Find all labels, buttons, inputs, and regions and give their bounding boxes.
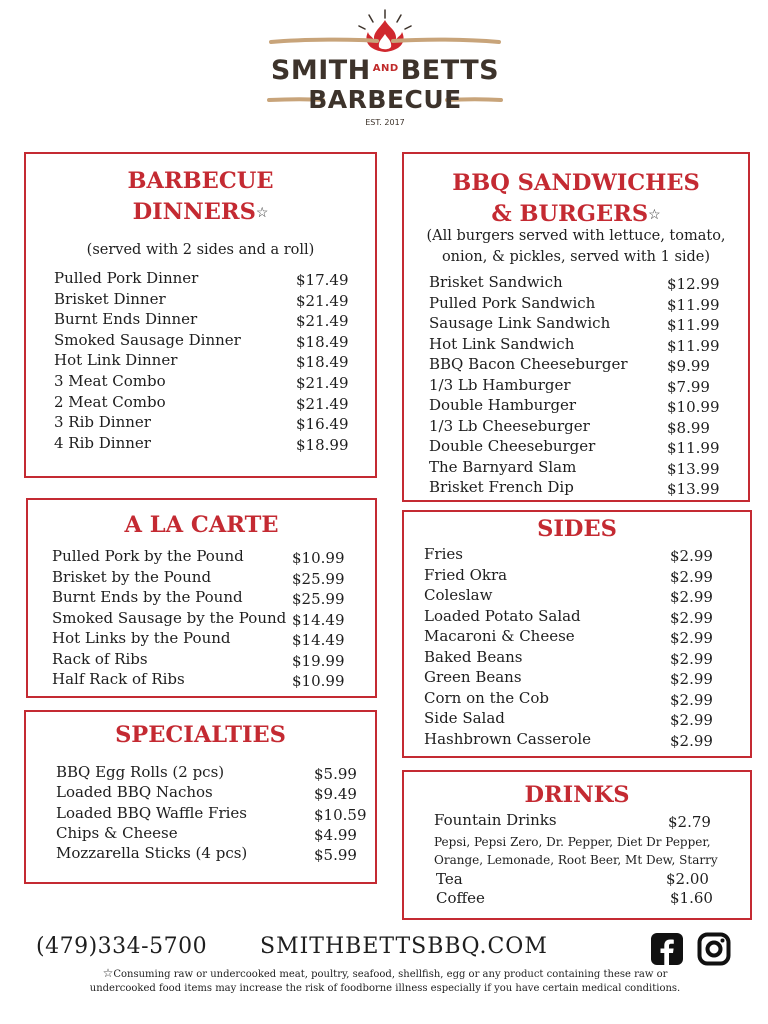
menu-item-price: $10.99 [667,398,720,416]
menu-item-price: $2.99 [670,670,713,688]
specialties-section [24,710,377,884]
dinners-title-line1: BARBECUE [127,168,274,194]
sandwiches-note-line1: (All burgers served with lettuce, tomato, [426,228,726,244]
menu-item-price: $11.99 [667,295,720,314]
alacarte-title: A LA CARTE [124,512,279,538]
phone-number[interactable]: (479)334-5700 [36,934,208,959]
logo-barbecue: BARBECUE [308,85,462,114]
menu-item-price: $12.99 [667,275,720,293]
star-icon: ☆ [648,207,661,223]
menu-item-price: $2.99 [670,629,713,647]
menu-item-name: Pulled Pork Sandwich [429,293,596,312]
menu-item-name: Fries [424,545,463,563]
menu-item-price: $7.99 [667,377,710,396]
menu-item-price: $13.99 [667,480,720,498]
sandwiches-note-line2: onion, & pickles, served with 1 side) [441,249,711,265]
menu-item-price: $2.99 [670,588,713,606]
sides-title: SIDES [537,516,617,542]
menu-item-name: Green Beans [424,668,522,686]
menu-item-name: Fried Okra [424,565,508,584]
menu-item-name: Hot Links by the Pound [52,629,231,647]
menu-item-price: $18.49 [296,353,349,372]
menu-item-name: Smoked Sausage Dinner [54,330,241,349]
menu-item-price: $11.99 [667,336,720,355]
menu-item-price: $10.59 [314,805,367,824]
menu-item-price: $5.99 [314,846,357,865]
menu-item-name: Brisket by the Pound [52,567,212,586]
menu-item-price: $2.99 [670,567,713,586]
drink-fountain-name: Fountain Drinks [434,811,557,829]
menu-item-name: Brisket Dinner [54,289,166,308]
menu-item-name: Baked Beans [424,647,523,666]
menu-item-name: Loaded BBQ Nachos [56,783,213,802]
dinners-note: (served with 2 sides and a roll) [86,242,315,258]
menu-item-price: $14.49 [292,631,345,649]
star-icon: ☆ [102,966,114,980]
disclaimer-text1: Consuming raw or undercooked meat, poultry, seafood, shellfish, egg or any product containing these raw or [113,969,668,980]
menu-item-price: $21.49 [296,374,349,392]
menu-item-name: Hashbrown Casserole [424,729,592,748]
menu-item-name: Loaded Potato Salad [424,606,581,625]
drink-coffee-price: $1.60 [670,889,713,907]
menu-item-name: Smoked Sausage by the Pound [52,608,287,627]
menu-item-name: Double Cheeseburger [429,437,596,455]
menu-item-name: 4 Rib Dinner [54,433,151,452]
website-link[interactable]: SMITHBETTSBBQ.COM [260,934,548,959]
dinners-section [24,152,377,478]
sandwiches-section [402,152,750,502]
menu-item-price: $11.99 [667,439,720,457]
menu-item-price: $2.99 [670,731,713,750]
sandwiches-title-line1: BBQ SANDWICHES [452,170,700,196]
alacarte-section [26,498,377,698]
menu-item-name: Macaroni & Cheese [424,627,575,645]
drink-tea-name: Tea [436,870,463,888]
facebook-icon[interactable] [650,932,684,966]
menu-item-name: Pulled Pork Dinner [54,269,199,287]
menu-item-price: $9.99 [667,357,710,375]
menu-item-name: 2 Meat Combo [54,392,166,411]
menu-item-price: $5.99 [314,765,357,783]
menu-item-name: Pulled Pork by the Pound [52,547,244,565]
specialties-title: SPECIALTIES [115,722,286,748]
menu-item-price: $2.99 [670,649,713,668]
menu-item-price: $25.99 [292,569,345,588]
menu-item-name: BBQ Bacon Cheeseburger [429,355,628,373]
menu-item-name: Side Salad [424,709,505,727]
menu-item-price: $2.99 [670,711,713,729]
drink-coffee-name: Coffee [436,889,485,907]
menu-item-price: $21.49 [296,291,349,310]
menu-item-name: 3 Meat Combo [54,372,166,390]
menu-item-name: Corn on the Cob [424,688,550,707]
menu-item-price: $11.99 [667,316,720,334]
drink-fountain-price: $2.79 [668,813,711,831]
menu-item-name: Hot Link Sandwich [429,334,575,353]
menu-item-price: $19.99 [292,651,345,670]
disclaimer-line2: undercooked food items may increase the risk of foodborne illness especially if you have certain medical conditions. [89,983,681,994]
menu-item-price: $10.99 [292,549,345,567]
menu-item-price: $2.99 [670,690,713,709]
menu-item-price: $10.99 [292,672,345,690]
menu-item-name: Loaded BBQ Waffle Fries [56,803,248,822]
menu-item-name: 3 Rib Dinner [54,413,151,432]
drinks-section [402,770,752,920]
drink-flavors-line2: Orange, Lemonade, Root Beer, Mt Dew, Starry [434,853,718,867]
menu-item-name: Burnt Ends Dinner [54,310,198,329]
logo-smith: SMITH [270,55,371,86]
menu-item-price: $25.99 [292,590,345,608]
menu-item-name: Brisket French Dip [429,478,574,496]
star-icon: ☆ [255,205,269,221]
menu-item-name: Coleslaw [424,586,493,604]
dinners-title-text: DINNERS [132,199,256,225]
menu-item-name: Burnt Ends by the Pound [52,588,243,606]
menu-item-price: $2.99 [670,608,713,627]
menu-item-name: Hot Link Dinner [54,351,178,370]
menu-item-price: $13.99 [667,459,720,478]
disclaimer [80,966,690,996]
menu-item-name: Rack of Ribs [52,649,148,668]
menu-item-name: Brisket Sandwich [429,273,563,291]
menu-item-name: 1/3 Lb Cheeseburger [429,416,590,435]
dinners-title-line2 [26,197,375,228]
menu-item-name: The Barnyard Slam [429,457,577,476]
sandwiches-title-text: & BURGERS [491,201,649,227]
menu-item-price: $21.49 [296,394,349,413]
menu-item-price: $17.49 [296,271,349,289]
menu-item-name: Mozzarella Sticks (4 pcs) [56,844,248,863]
menu-item-price: $4.99 [314,825,357,844]
menu-item-price: $9.49 [314,785,357,804]
drink-tea-price: $2.00 [666,870,709,888]
menu-item-name: Half Rack of Ribs [52,670,185,688]
menu-item-price: $14.49 [292,610,345,629]
menu-item-name: BBQ Egg Rolls (2 pcs) [56,763,225,781]
drinks-title: DRINKS [524,782,630,808]
drink-flavors-line1: Pepsi, Pepsi Zero, Dr. Pepper, Diet Dr Pepper, [434,835,711,849]
menu-item-name: Double Hamburger [429,396,577,414]
menu-item-name: 1/3 Lb Hamburger [429,375,571,394]
sides-section [402,510,752,758]
logo-betts: BETTS [400,55,500,86]
menu-item-name: Chips & Cheese [56,823,178,842]
disclaimer-line1 [80,966,690,982]
menu-item-price: $2.99 [670,547,713,565]
logo-name [265,54,505,86]
menu-item-price: $16.49 [296,415,349,434]
logo-est: EST. 2017 [365,118,405,127]
menu-item-price: $18.49 [296,332,349,351]
instagram-icon[interactable] [697,932,731,966]
brand-logo [265,6,505,132]
menu-item-price: $8.99 [667,418,710,437]
menu-item-name: Sausage Link Sandwich [429,314,611,332]
logo-and: AND [372,63,399,74]
menu-item-price: $21.49 [296,312,349,331]
menu-item-price: $18.99 [296,435,349,454]
